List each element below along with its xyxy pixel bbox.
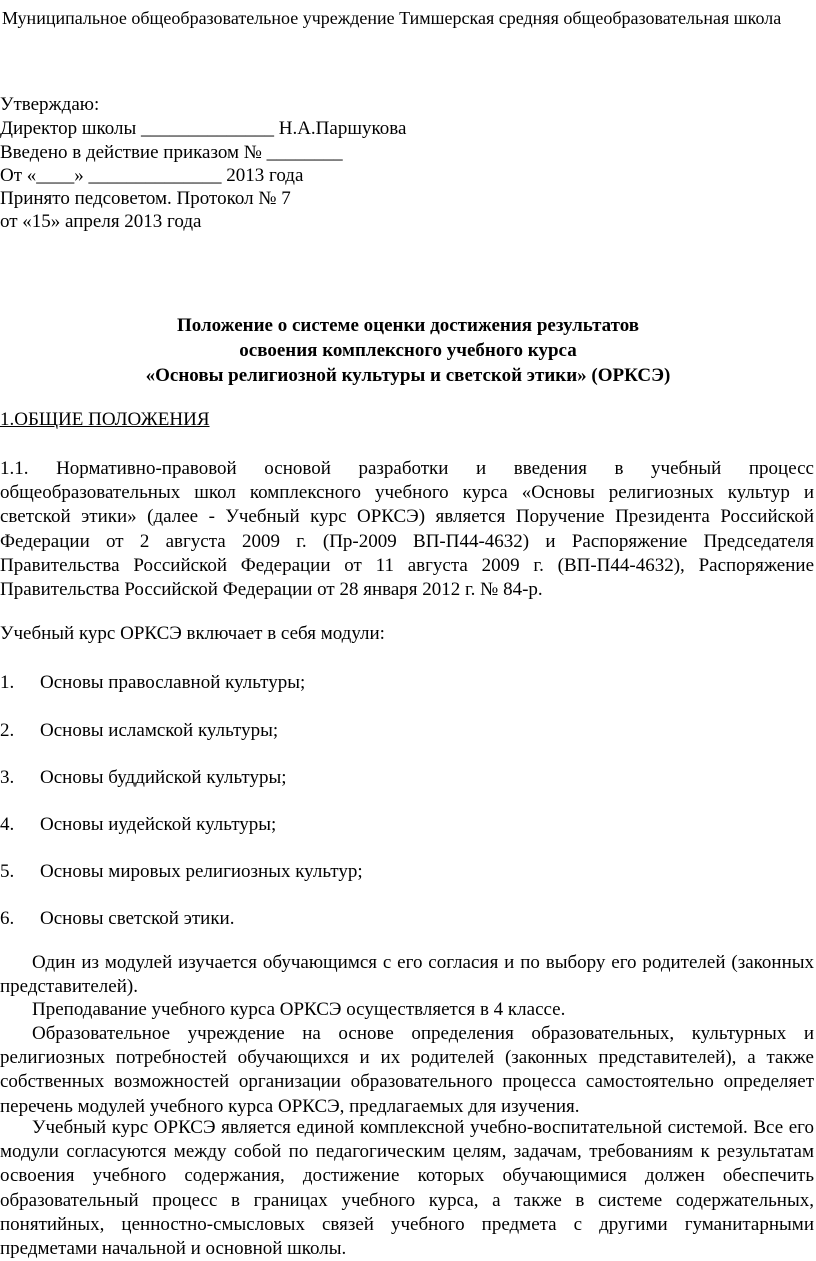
list-item: [0, 671, 305, 695]
list-item: [0, 860, 363, 884]
list-item-text: Основы мировых религиозных культур;: [40, 861, 363, 882]
list-item-number: 6.: [0, 908, 15, 929]
paragraph-grade: Преподавание учебного курса ОРКСЭ осуществляется в 4 классе.: [32, 999, 566, 1020]
modules-intro: Учебный курс ОРКСЭ включает в себя модули:: [0, 623, 385, 644]
list-item-text: Основы исламской культуры;: [40, 720, 279, 741]
list-item-number: 2.: [0, 720, 15, 741]
document-title-line1: Положение о системе оценки достижения результатов: [176, 315, 640, 336]
paragraph-unified-system: Учебный курс ОРКСЭ является единой комплексной учебно-воспитательной системой. Все его модули согласуются между собой по педагогическим целям, задачам, требованиям к результатам освоения учебного содержания, достижение которых обучающимися должен обеспечить образовательный процесс в границах учебного курса, а также в системе содержательных, понятийных, ценностно-смысловых связей учебного предмета с другими гуманитарными предметами начальной и основной школы.: [0, 1117, 814, 1260]
order-date-line: От «____» ______________ 2013 года: [0, 165, 304, 186]
document-title-line3: «Основы религиозной культуры и светской этики» (ОРКСЭ): [145, 365, 671, 386]
list-item: [0, 766, 287, 790]
list-item-text: Основы буддийской культуры;: [40, 767, 287, 788]
document-title-line2: освоения комплексного учебного курса: [239, 340, 577, 361]
order-line: Введено в действие приказом № ________: [0, 142, 343, 163]
list-item-number: 4.: [0, 814, 15, 835]
list-item-number: 5.: [0, 861, 15, 882]
list-item: [0, 813, 276, 837]
section-heading: 1.ОБЩИЕ ПОЛОЖЕНИЯ: [0, 409, 210, 430]
institution-header: Муниципальное общеобразовательное учреждение Тимшерская средняя общеобразовательная школа: [2, 8, 782, 28]
list-item-number: 1.: [0, 672, 15, 693]
list-item-text: Основы светской этики.: [40, 908, 235, 929]
paragraph-module-selection: Образовательное учреждение на основе определения образовательных, культурных и религиозных потребностей обучающихся и их родителей (законных представителей), а также собственных возможностей организации образовательного процесса самостоятельно определяет перечень модулей учебного курса ОРКСЭ, предлагаемых для изучения.: [0, 1023, 814, 1117]
list-item-text: Основы иудейской культуры;: [40, 814, 277, 835]
list-item-number: 3.: [0, 767, 15, 788]
paragraph-legal-basis: 1.1. Нормативно-правовой основой разработки и введения в учебный процесс общеобразовательных школ комплексного учебного курса «Основы религиозных культур и светской этики» (далее - Учебный курс ОРКСЭ) является Поручение Президента Российской Федерации от 2 августа 2009 г. (Пр-2009 ВП-П44-4632) и Распоряжение Председателя Правительства Российской Федерации от 11 августа 2009 г. (ВП-П44-4632), Распоряжение Правительства Российской Федерации от 28 января 2012 г. № 84-р.: [0, 458, 814, 601]
protocol-date-line: от «15» апреля 2013 года: [0, 211, 202, 232]
protocol-line: Принято педсоветом. Протокол № 7: [0, 188, 291, 209]
list-item-text: Основы православной культуры;: [40, 672, 306, 693]
director-line: Директор школы ______________ Н.А.Паршукова: [0, 118, 407, 139]
approve-label: Утверждаю:: [0, 94, 100, 115]
list-item: [0, 907, 234, 931]
list-item: [0, 719, 278, 743]
paragraph-module-choice: Один из модулей изучается обучающимся с его согласия и по выбору его родителей (законных представителей).: [0, 952, 814, 998]
